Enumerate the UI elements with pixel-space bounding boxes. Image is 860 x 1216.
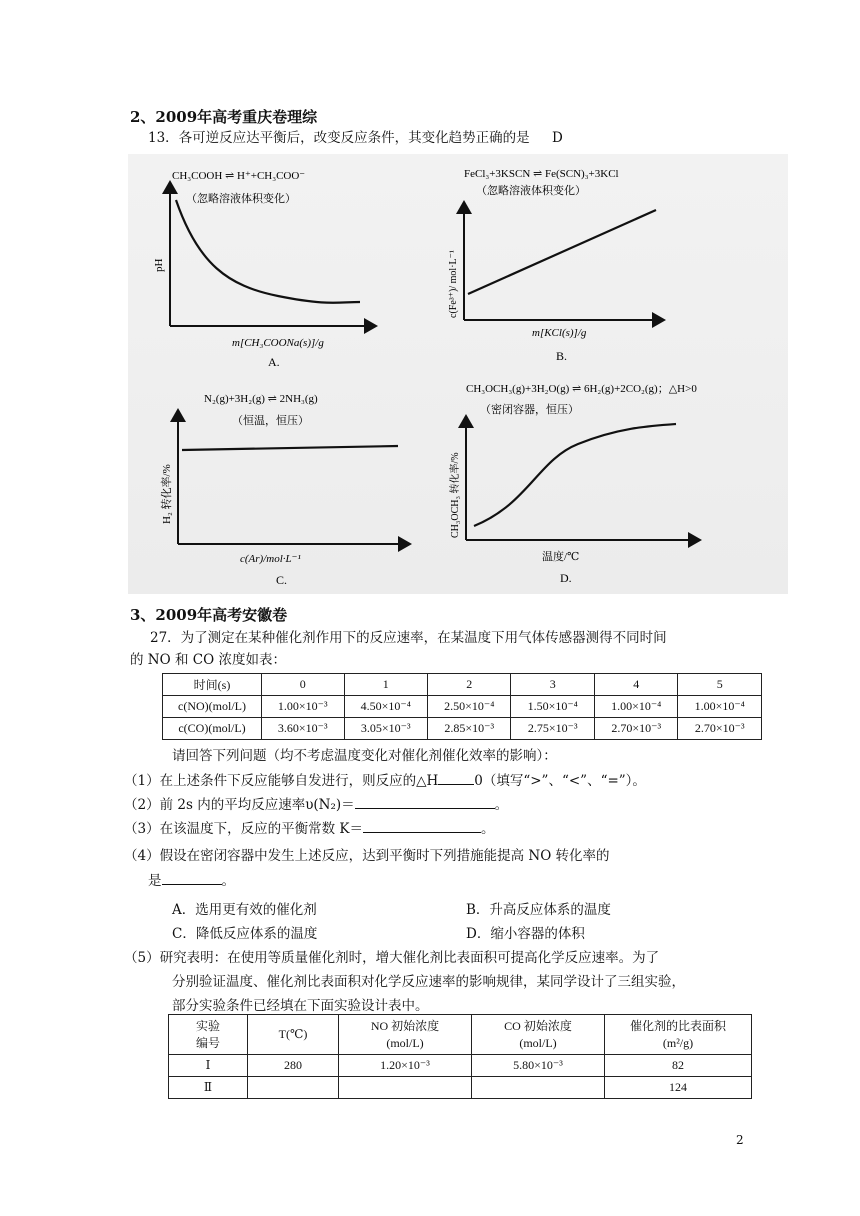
- section-heading-2: 2、2009年高考重庆卷理综: [130, 108, 318, 126]
- graph-a-x-label: m[CH₃COONa(s)]/g: [232, 337, 324, 349]
- question-3-suffix: 。: [480, 821, 495, 837]
- question-5-line-3: 部分实验条件已经填在下面实验设计表中。: [172, 998, 429, 1014]
- table-cell: 1.00×10⁻⁴: [678, 696, 762, 718]
- header-label: NO 初始浓度: [370, 1018, 440, 1033]
- table-cell: 1.20×10⁻³: [339, 1055, 472, 1077]
- graph-b-letter: B.: [556, 349, 568, 363]
- table-header-cell: 2: [428, 674, 511, 696]
- answer-blank-1[interactable]: [438, 770, 474, 785]
- table-cell: 1.00×10⁻⁴: [594, 696, 677, 718]
- table-cell: 124: [605, 1077, 752, 1099]
- graph-d: [448, 383, 700, 585]
- table-header-cell: 4: [594, 674, 677, 696]
- experiment-design-table: [168, 1014, 752, 1099]
- answer-blank-3[interactable]: [363, 818, 481, 833]
- question-1-text: （1）在上述条件下反应能够自发进行，则反应的△H: [124, 773, 439, 789]
- table-cell: 2.75×10⁻³: [511, 718, 594, 740]
- concentration-table: [162, 673, 762, 740]
- option-d: D．缩小容器的体积: [466, 926, 585, 942]
- header-label: 实验: [195, 1018, 220, 1033]
- question-4-text: 是: [148, 873, 162, 889]
- question-27-line-1: 27．为了测定在某种催化剂作用下的反应速率，在某温度下用气体传感器测得不同时间: [150, 630, 667, 646]
- table-cell: 1.50×10⁻⁴: [511, 696, 594, 718]
- graphs-figure: [128, 154, 788, 594]
- table-cell: Ⅰ: [169, 1055, 248, 1077]
- graph-a: [153, 170, 376, 369]
- table-header-cell: [605, 1015, 752, 1055]
- table-cell: 3.05×10⁻³: [344, 718, 427, 740]
- table-cell: 82: [605, 1055, 752, 1077]
- table-header-cell: 时间(s): [163, 674, 262, 696]
- graph-b: [448, 168, 664, 363]
- option-b: B．升高反应体系的温度: [466, 902, 611, 918]
- table-row: [169, 1015, 752, 1055]
- question-1-suffix: 0（填写“>”、“<”、“=”）。: [474, 773, 646, 789]
- graph-d-y-label: CH₃OCH₃ 转化率/%: [450, 452, 461, 538]
- graph-d-curve: [474, 424, 676, 526]
- table-header-cell: 0: [262, 674, 345, 696]
- table-row: [163, 674, 762, 696]
- question-3-text: （3）在该温度下，反应的平衡常数 K＝: [124, 821, 363, 837]
- table-cell: 5.80×10⁻³: [472, 1055, 605, 1077]
- header-label: (m²/g): [662, 1035, 694, 1050]
- graph-c: [159, 393, 410, 587]
- table-header-cell: 3: [511, 674, 594, 696]
- graph-b-line: [468, 210, 656, 294]
- table-row-label: c(CO)(mol/L): [163, 718, 262, 740]
- graph-a-equation: CH₃COOH ⇌ H⁺+CH₃COO⁻: [172, 170, 306, 182]
- table-cell: 2.85×10⁻³: [428, 718, 511, 740]
- table-cell[interactable]: [472, 1077, 605, 1099]
- table-header-cell: [169, 1015, 248, 1055]
- table-cell[interactable]: [339, 1077, 472, 1099]
- table-cell: Ⅱ: [169, 1077, 248, 1099]
- table-cell[interactable]: [248, 1077, 339, 1099]
- question-13-text: 13．各可逆反应达平衡后，改变反应条件，其变化趋势正确的是: [148, 130, 530, 146]
- question-13-answer: D: [551, 130, 563, 146]
- graph-a-y-label: pH: [153, 258, 165, 272]
- table-cell: 3.60×10⁻³: [262, 718, 345, 740]
- question-4-line-1: （4）假设在密闭容器中发生上述反应，达到平衡时下列措施能提高 NO 转化率的: [124, 848, 610, 864]
- instructions: 请回答下列问题（均不考虑温度变化对催化剂催化效率的影响）：: [172, 748, 557, 764]
- header-label: 催化剂的比表面积: [629, 1018, 726, 1033]
- table-header-cell: [472, 1015, 605, 1055]
- table-header-cell: 5: [678, 674, 762, 696]
- graph-a-letter: A.: [268, 355, 280, 369]
- page-number: 2: [736, 1133, 744, 1147]
- table-cell: 1.00×10⁻³: [262, 696, 345, 718]
- option-a: A．选用更有效的催化剂: [172, 902, 317, 918]
- question-3: [124, 818, 494, 839]
- question-27-line-2: 的 NO 和 CO 浓度如表：: [130, 652, 286, 668]
- graph-c-note: （恒温，恒压）: [232, 415, 309, 427]
- section-heading-3: 3、2009年高考安徽卷: [130, 606, 288, 624]
- question-2-suffix: 。: [494, 797, 509, 813]
- graph-d-note: （密闭容器，恒压）: [480, 404, 579, 416]
- table-header-cell: 1: [344, 674, 427, 696]
- graph-b-note: （忽略溶液体积变化）: [476, 185, 586, 197]
- table-cell: 2.70×10⁻³: [678, 718, 762, 740]
- table-cell: 280: [248, 1055, 339, 1077]
- graphs-svg: [128, 154, 788, 594]
- graph-b-y-label: c(Fe³⁺)/ mol·L⁻¹: [448, 250, 459, 318]
- question-2: [124, 794, 508, 815]
- table-row: [163, 696, 762, 718]
- question-4-suffix: 。: [221, 873, 235, 889]
- table-row: [163, 718, 762, 740]
- answer-blank-2[interactable]: [355, 794, 495, 809]
- header-label: CO 初始浓度: [504, 1018, 572, 1033]
- question-5-line-1: （5）研究表明：在使用等质量催化剂时，增大催化剂比表面积可提高化学反应速率。为了: [124, 950, 660, 966]
- header-label: 编号: [195, 1035, 220, 1050]
- question-4-line-2: [148, 870, 235, 891]
- graph-a-curve: [176, 200, 360, 303]
- table-cell: 2.50×10⁻⁴: [428, 696, 511, 718]
- table-row: [169, 1055, 752, 1077]
- question-2-text: （2）前 2s 内的平均反应速率υ(N₂)＝: [124, 797, 355, 813]
- header-label: (mol/L): [519, 1035, 557, 1050]
- graph-c-y-label: H₂ 转化率/%: [161, 464, 173, 524]
- question-1: [124, 770, 646, 791]
- graph-d-letter: D.: [560, 571, 572, 585]
- question-5-line-2: 分别验证温度、催化剂比表面积对化学反应速率的影响规律，某同学设计了三组实验，: [172, 974, 685, 990]
- graph-c-letter: C.: [276, 573, 288, 587]
- option-c: C．降低反应体系的温度: [172, 926, 318, 942]
- graph-b-x-label: m[KCl(s)]/g: [532, 327, 587, 339]
- table-header-cell: [339, 1015, 472, 1055]
- graph-d-x-label: 温度/℃: [542, 551, 580, 563]
- table-cell: 4.50×10⁻⁴: [344, 696, 427, 718]
- table-row: [169, 1077, 752, 1099]
- question-13: [148, 128, 563, 148]
- graph-c-equation: N₂(g)+3H₂(g) ⇌ 2NH₃(g): [204, 393, 318, 405]
- graph-d-equation: CH₃OCH₃(g)+3H₂O(g) ⇌ 6H₂(g)+2CO₂(g)；△H>0: [466, 383, 697, 395]
- graph-b-equation: FeCl₃+3KSCN ⇌ Fe(SCN)₃+3KCl: [464, 168, 619, 180]
- header-label: (mol/L): [386, 1035, 424, 1050]
- graph-c-line: [182, 446, 398, 450]
- table-cell: 2.70×10⁻³: [594, 718, 677, 740]
- table-header-cell: T(℃): [248, 1015, 339, 1055]
- graph-c-x-label: c(Ar)/mol·L⁻¹: [240, 553, 301, 565]
- graph-a-note: （忽略溶液体积变化）: [186, 193, 296, 205]
- table-row-label: c(NO)(mol/L): [163, 696, 262, 718]
- answer-blank-4[interactable]: [162, 870, 222, 885]
